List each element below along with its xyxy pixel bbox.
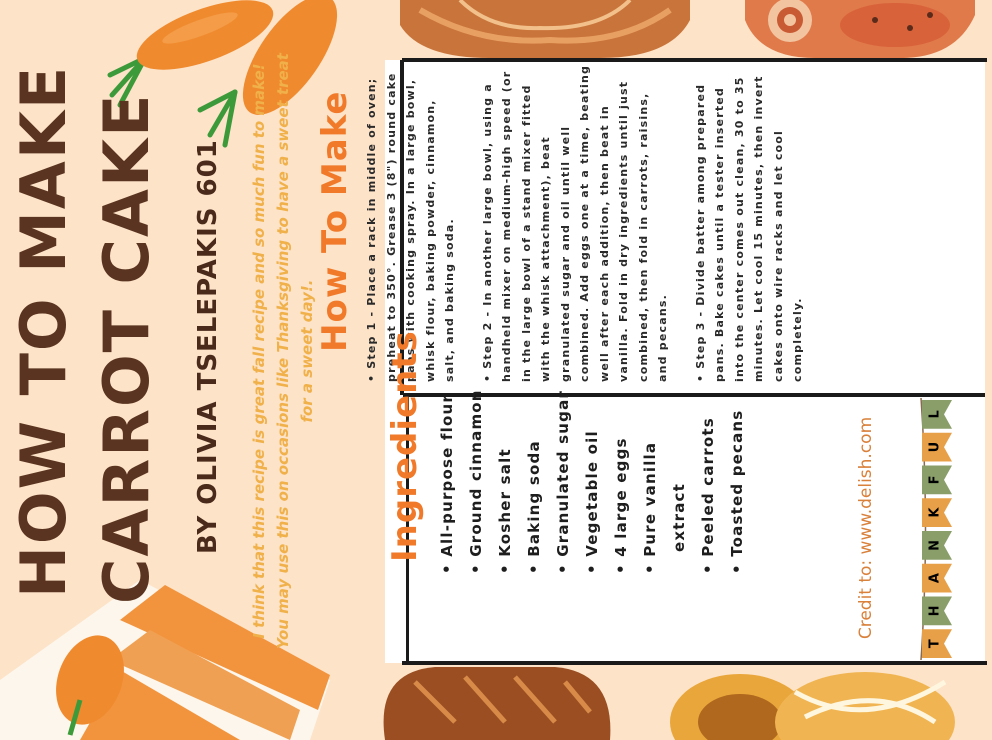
ingredient-item: • Granulated sugar — [554, 389, 572, 574]
ingredient-item: • Toasted pecans — [728, 409, 746, 574]
ingredient-item: • Baking soda — [525, 440, 543, 574]
bottom-rule — [402, 661, 987, 665]
title-line-2: CARROT CAKE — [90, 92, 163, 604]
banner-letter: N — [927, 539, 943, 551]
ingredient-item: • Pure vanilla — [641, 441, 659, 574]
ingredients-list — [433, 344, 752, 574]
ingredient-item: • Peeled carrots — [699, 417, 717, 574]
intro-text: I think that this recipe is great fall recipe and so much fun to make! You may use this on occasions like Thanksgiving to have a sweet treat for a sweet day!. — [250, 53, 316, 649]
ingredient-item: • All-purpose flour — [438, 394, 456, 574]
banner-letter: K — [927, 507, 943, 518]
pastry-bottom-illustration — [665, 662, 965, 740]
banner-letter: T — [927, 639, 943, 649]
step-1: • Step 1 - Place a rack in middle of oven; preheat to 350°. Grease 3 (8") round cake pans with cooking spray. In a large bowl, whisk flour, baking powder, cinnamon, salt, and baking soda. — [365, 72, 456, 382]
cinnamon-roll-illustration — [745, 0, 975, 60]
ingredient-item: extract — [670, 482, 688, 552]
ingredient-item: • Ground cinnamon — [467, 389, 485, 574]
ingredient-item: • Kosher salt — [496, 448, 514, 574]
pastry-top-illustration — [400, 0, 690, 60]
ingredient-item: • Vegetable oil — [583, 430, 601, 574]
ingredients-section — [385, 330, 757, 574]
thankful-banner — [918, 398, 958, 660]
banner-letter: L — [927, 410, 943, 419]
title-line-1: HOW TO MAKE — [7, 64, 80, 598]
bread-illustration — [375, 662, 615, 740]
step-2: • Step 2 - In another large bowl, using a handheld mixer on medium-high speed (or in the large bowl of a stand mixer fitted with the whisk attachment), beat granulated sugar and oil until well combined. Add eggs one at a time, beating well after each addition, then beat in vanilla. Fold in dry ingredients until just combined, then fold in carrots, raisins, and pecans. — [480, 64, 669, 382]
byline: BY OLIVIA TSELEPAKIS 601 — [193, 139, 223, 554]
credit-text: Credit to: www.delish.com — [856, 416, 876, 640]
how-to-heading: How To Make — [315, 90, 355, 352]
banner-letter: F — [927, 475, 943, 485]
ingredient-item: • 4 large eggs — [612, 437, 630, 574]
banner-letter: A — [927, 573, 943, 584]
steps-list — [362, 62, 808, 382]
step-3: • Step 3 - Divide batter among prepared pans. Bake cakes until a tester inserted into the center comes out clean, 30 to 35 minutes. Let cool 15 minutes, then invert cakes onto wire racks and let cool completely. — [693, 75, 804, 382]
banner-letter: U — [927, 441, 943, 453]
ingredients-heading: Ingredients — [385, 330, 425, 562]
banner-letter: H — [927, 605, 943, 617]
